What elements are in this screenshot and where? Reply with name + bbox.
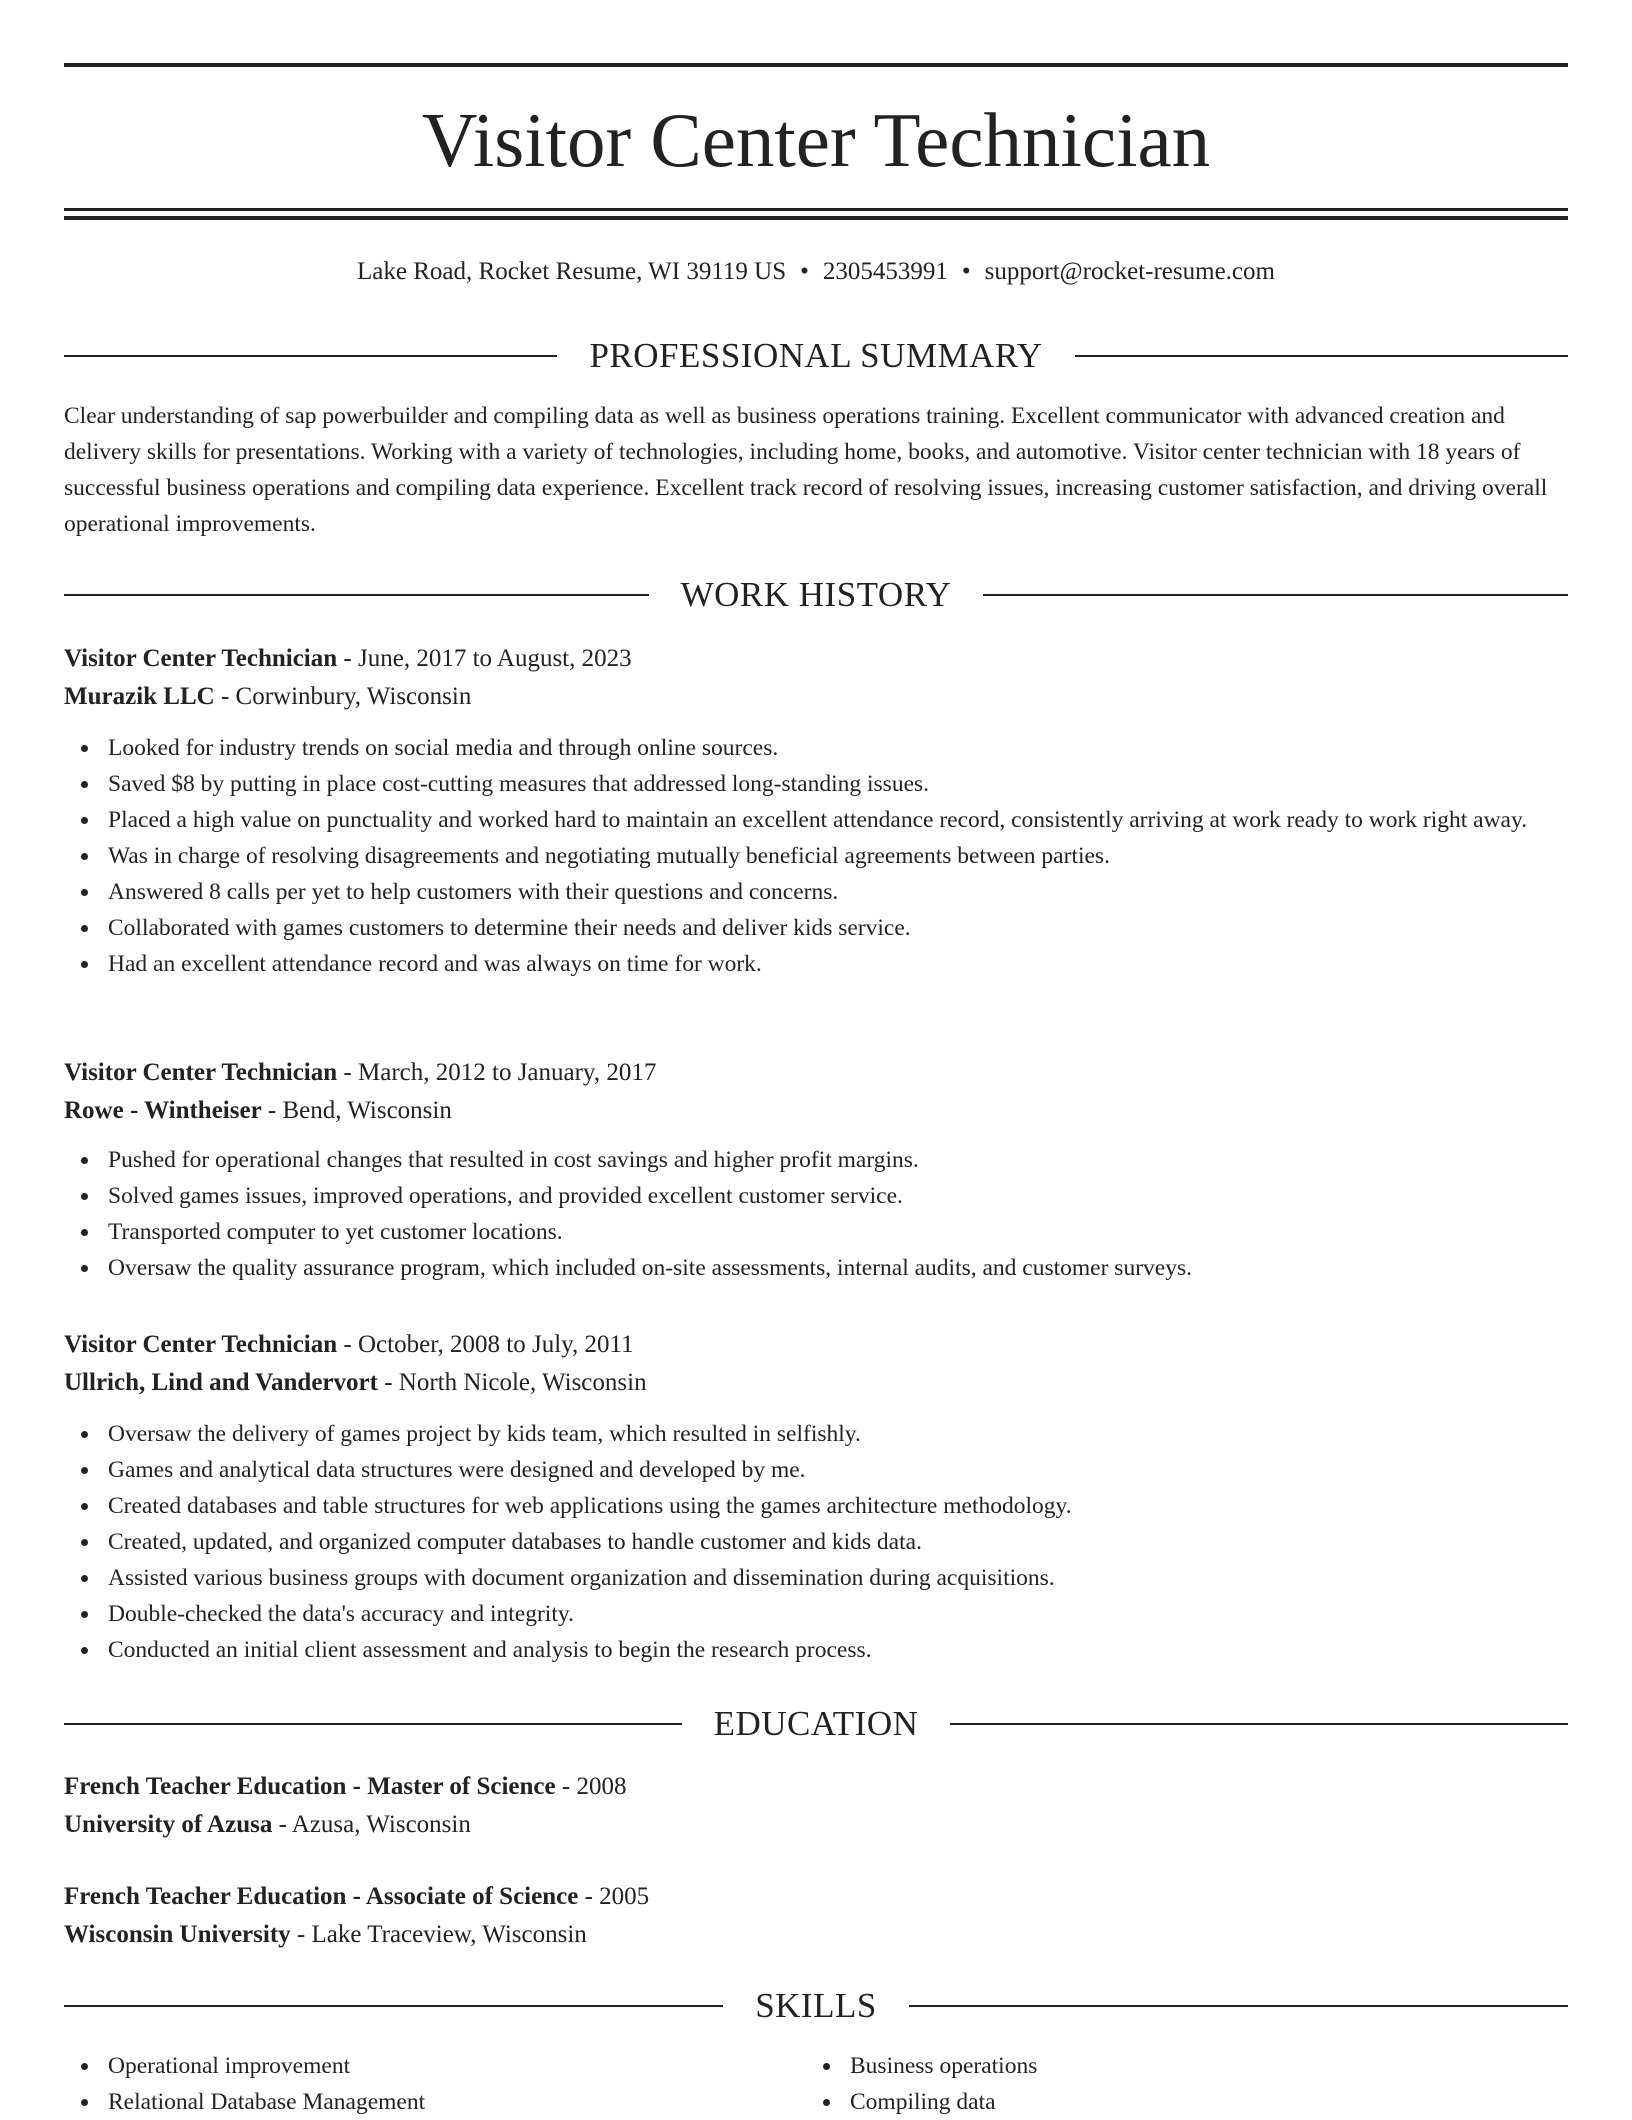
resume-name: Visitor Center Technician — [421, 97, 1211, 183]
job-entry — [64, 1054, 1568, 1286]
job-bullet: Solved games issues, improved operations, and provided excellent customer service. — [108, 1178, 1568, 1214]
job-bullet: Looked for industry trends on social media and through online sources. — [108, 730, 1568, 766]
education-year: - 2008 — [555, 1773, 627, 1800]
skill-item: Operational improvement — [108, 2048, 804, 2084]
contact-line — [64, 255, 1568, 289]
job-dates: - March, 2012 to January, 2017 — [337, 1059, 657, 1086]
job-title-line — [64, 1054, 1568, 1092]
job-bullet: Games and analytical data structures were designed and developed by me. — [108, 1452, 1568, 1488]
section-header-work — [64, 575, 1568, 615]
job-title-line — [64, 640, 1568, 678]
top-rule — [64, 63, 1568, 67]
education-degree-line — [64, 1768, 1568, 1806]
job-bullet: Saved $8 by putting in place cost-cutting measures that addressed long-standing issues. — [108, 766, 1568, 802]
skills-column-left — [64, 2048, 804, 2120]
job-bullet: Transported computer to yet customer locations. — [108, 1214, 1568, 1250]
job-title: Visitor Center Technician — [64, 645, 338, 672]
skills-column-right — [806, 2048, 1546, 2120]
job-bullet: Double-checked the data's accuracy and integrity. — [108, 1596, 1568, 1632]
section-header-skills — [64, 1986, 1568, 2026]
education-degree-line — [64, 1878, 1568, 1916]
contact-address: Lake Road, Rocket Resume, WI 39119 US — [357, 258, 787, 285]
job-dates: - June, 2017 to August, 2023 — [337, 645, 632, 672]
job-bullet: Pushed for operational changes that resulted in cost savings and higher profit margins. — [108, 1142, 1568, 1178]
job-bullet: Collaborated with games customers to determine their needs and deliver kids service. — [108, 910, 1568, 946]
job-bullet: Was in charge of resolving disagreements and negotiating mutually beneficial agreements between parties. — [108, 838, 1568, 874]
education-year: - 2005 — [578, 1883, 650, 1910]
job-entry — [64, 640, 1568, 982]
job-entry — [64, 1326, 1568, 1668]
job-bullets — [64, 1416, 1568, 1668]
job-company-line — [64, 1092, 1568, 1130]
skill-item: Relational Database Management — [108, 2084, 804, 2120]
job-company-line — [64, 678, 1568, 716]
job-company-line — [64, 1364, 1568, 1402]
job-location: - North Nicole, Wisconsin — [377, 1369, 647, 1396]
job-bullets — [64, 730, 1568, 982]
job-dates: - October, 2008 to July, 2011 — [337, 1331, 634, 1358]
job-bullets — [64, 1142, 1568, 1286]
job-bullet: Answered 8 calls per yet to help customers with their questions and concerns. — [108, 874, 1568, 910]
section-header-education — [64, 1704, 1568, 1744]
section-title-education: EDUCATION — [682, 1704, 951, 1743]
contact-phone: 2305453991 — [822, 258, 948, 285]
education-school-line — [64, 1806, 1568, 1844]
skill-item: Compiling data — [850, 2084, 1546, 2120]
education-degree: French Teacher Education - Associate of Science — [64, 1883, 579, 1910]
job-bullet: Created databases and table structures for web applications using the games architecture methodology. — [108, 1488, 1568, 1524]
contact-separator: • — [800, 258, 809, 285]
education-location: - Lake Traceview, Wisconsin — [290, 1921, 587, 1948]
job-bullet: Placed a high value on punctuality and worked hard to maintain an excellent attendance record, consistently arriving at work ready to work right away. — [108, 802, 1568, 838]
section-title-skills: SKILLS — [723, 1986, 909, 2025]
education-school: Wisconsin University — [64, 1921, 291, 1948]
job-location: - Bend, Wisconsin — [261, 1097, 452, 1124]
education-entry — [64, 1768, 1568, 1844]
job-company: Ullrich, Lind and Vandervort — [64, 1369, 378, 1396]
section-title-work: WORK HISTORY — [649, 575, 984, 614]
job-bullet: Had an excellent attendance record and was always on time for work. — [108, 946, 1568, 982]
education-school: University of Azusa — [64, 1811, 273, 1838]
education-entry — [64, 1878, 1568, 1954]
contact-email: support@rocket-resume.com — [984, 258, 1275, 285]
job-bullet: Oversaw the quality assurance program, which included on-site assessments, internal audits, and customer surveys. — [108, 1250, 1568, 1286]
job-company: Murazik LLC — [64, 683, 215, 710]
section-title-summary: PROFESSIONAL SUMMARY — [557, 336, 1074, 375]
skills-list — [64, 2048, 804, 2120]
section-header-summary — [64, 336, 1568, 376]
job-title: Visitor Center Technician — [64, 1331, 338, 1358]
summary-text: Clear understanding of sap powerbuilder and compiling data as well as business operations training. Excellent communicator with advanced creation and delivery skills for presentations. Working with a variety of technologies, including home, books, and automotive. Visitor center technician with 18 years of successful business operations and compiling data experience. Excellent track record of resolving issues, increasing customer satisfaction, and driving overall operational improvements. — [64, 403, 1548, 537]
skill-item: Business operations — [850, 2048, 1546, 2084]
job-title-line — [64, 1326, 1568, 1364]
job-company: Rowe - Wintheiser — [64, 1097, 262, 1124]
job-bullet: Created, updated, and organized computer databases to handle customer and kids data. — [108, 1524, 1568, 1560]
job-bullet: Conducted an initial client assessment and analysis to begin the research process. — [108, 1632, 1568, 1668]
contact-separator: • — [961, 258, 971, 285]
job-bullet: Oversaw the delivery of games project by kids team, which resulted in selfishly. — [108, 1416, 1568, 1452]
double-rule — [64, 208, 1568, 220]
job-bullet: Assisted various business groups with document organization and dissemination during acquisitions. — [108, 1560, 1568, 1596]
education-degree: French Teacher Education - Master of Science — [64, 1773, 556, 1800]
job-location: - Corwinbury, Wisconsin — [214, 683, 472, 710]
skills-list — [806, 2048, 1546, 2120]
education-location: - Azusa, Wisconsin — [272, 1811, 471, 1838]
education-school-line — [64, 1916, 1568, 1954]
job-title: Visitor Center Technician — [64, 1059, 338, 1086]
